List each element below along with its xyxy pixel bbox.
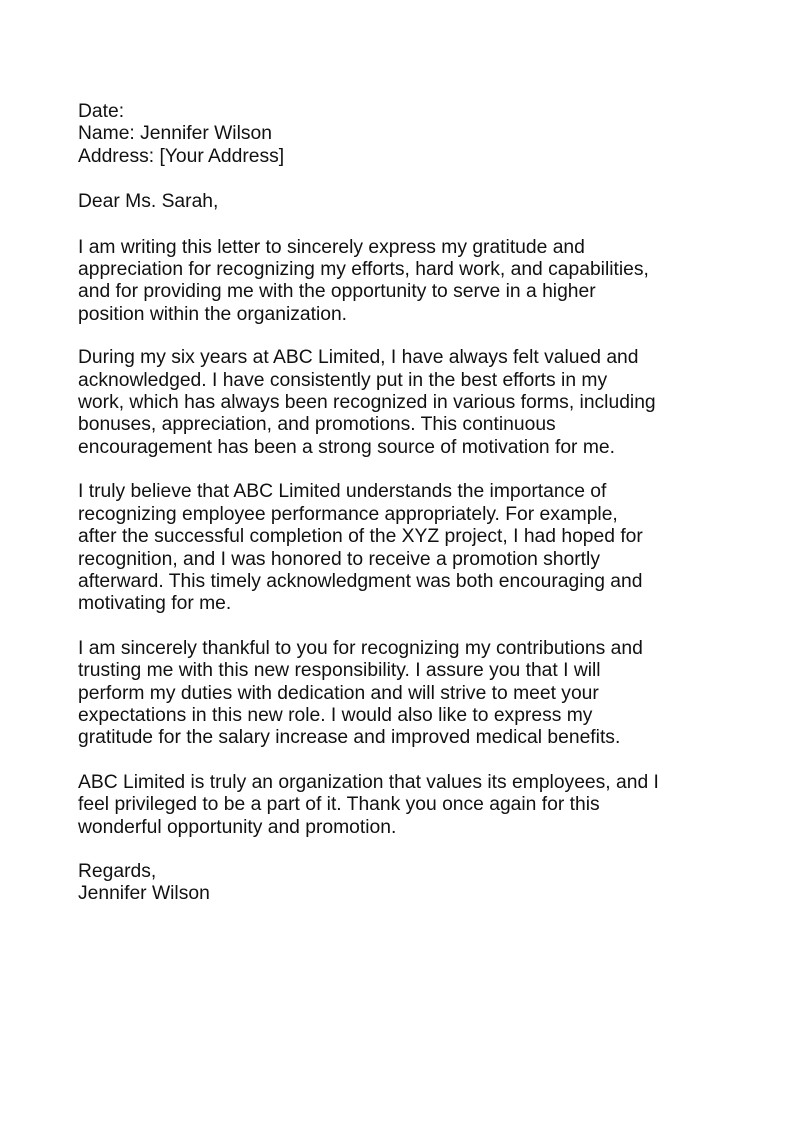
paragraph-line: wonderful opportunity and promotion. xyxy=(78,816,397,838)
valediction: Regards, xyxy=(78,860,157,882)
signature-name: Jennifer Wilson xyxy=(78,883,210,905)
name-line: Name: Jennifer Wilson xyxy=(78,123,272,145)
greeting xyxy=(78,191,723,213)
paragraph-line: recognition, and I was honored to receive a promotion shortly xyxy=(78,548,600,570)
paragraph-line: I am writing this letter to sincerely express my gratitude and xyxy=(78,236,585,258)
paragraph-line: afterward. This timely acknowledgment was both encouraging and xyxy=(78,570,643,592)
paragraph-line: feel privileged to be a part of it. Thank you once again for this xyxy=(78,794,600,816)
paragraph-line: acknowledged. I have consistently put in the best efforts in my xyxy=(78,369,608,391)
paragraph-line: recognizing employee performance appropriately. For example, xyxy=(78,503,618,525)
paragraph-line: bonuses, appreciation, and promotions. This continuous xyxy=(78,414,556,436)
paragraph-3 xyxy=(78,481,723,615)
paragraph-5 xyxy=(78,772,723,839)
paragraph-1 xyxy=(78,237,723,327)
paragraph-line: position within the organization. xyxy=(78,303,348,325)
letter-header xyxy=(78,101,723,168)
address-line: Address: [Your Address] xyxy=(78,145,285,167)
paragraph-2 xyxy=(78,347,723,459)
paragraph-line: I am sincerely thankful to you for recognizing my contributions and xyxy=(78,637,643,659)
paragraph-line: work, which has always been recognized in various forms, including xyxy=(78,392,656,414)
letter-body xyxy=(78,101,723,906)
paragraph-line: and for providing me with the opportunity to serve in a higher xyxy=(78,281,596,303)
paragraph-line: I truly believe that ABC Limited understands the importance of xyxy=(78,481,607,503)
paragraph-line: after the successful completion of the XYZ project, I had hoped for xyxy=(78,526,643,548)
paragraph-line: ABC Limited is truly an organization that values its employees, and I xyxy=(78,771,659,793)
greeting-line: Dear Ms. Sarah, xyxy=(78,191,219,213)
date-line: Date: xyxy=(78,101,125,122)
paragraph-line: During my six years at ABC Limited, I have always felt valued and xyxy=(78,347,639,369)
paragraph-line: perform my duties with dedication and will strive to meet your xyxy=(78,682,599,704)
paragraph-line: expectations in this new role. I would also like to express my xyxy=(78,704,593,726)
letter-closing xyxy=(78,861,723,906)
paragraph-line: appreciation for recognizing my efforts, hard work, and capabilities, xyxy=(78,259,649,281)
paragraph-line: encouragement has been a strong source of motivation for me. xyxy=(78,436,615,458)
paragraph-line: trusting me with this new responsibility. I assure you that I will xyxy=(78,660,601,682)
paragraph-4 xyxy=(78,638,723,750)
paragraph-line: motivating for me. xyxy=(78,593,232,615)
paragraph-line: gratitude for the salary increase and improved medical benefits. xyxy=(78,727,621,749)
